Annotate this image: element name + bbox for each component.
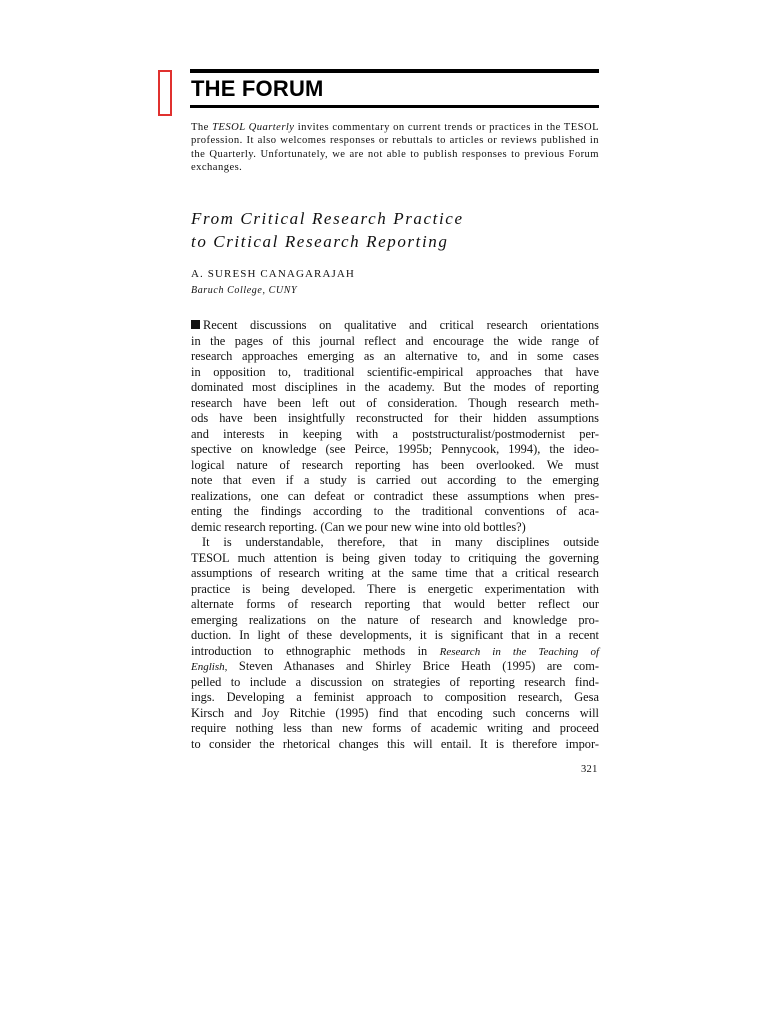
section-title: THE FORUM [191, 76, 324, 101]
body-line: practice is being developed. There is energetic experimentation with [191, 581, 599, 596]
body-line: in opposition to, traditional scientific-empirical approaches that have [191, 364, 599, 379]
body-line: note that even if a study is carried out according to the emerging [191, 473, 599, 487]
body-line: Recent discussions on qualitative and critical research orientations [191, 318, 599, 334]
author-name: A. SURESH CANAGARAJAH [191, 268, 355, 280]
top-rule [190, 69, 599, 73]
body-line: Kirsch and Joy Ritchie (1995) find that encoding such concerns will [191, 705, 599, 720]
forum-intro [191, 121, 599, 175]
body-line: in the pages of this journal reflect and encourage the wide range of [191, 333, 599, 348]
body-line: logical nature of research reporting has been overlooked. We must [191, 457, 599, 472]
body-line: research have been left out of consideration. Though research meth- [191, 395, 599, 410]
article-title [191, 207, 599, 253]
body-line: pelled to include a discussion on strategies of reporting research find- [191, 674, 599, 689]
author-affiliation: Baruch College, CUNY [191, 285, 298, 296]
cited-journal-title: Research in the Teaching of [439, 645, 599, 658]
article-title-line-1: From Critical Research Practice [191, 209, 464, 228]
body-line: research approaches emerging as an alternative to, and in some cases [191, 349, 599, 363]
body-line: English, Steven Athanases and Shirley Brice Heath (1995) are com- [191, 659, 599, 673]
intro-prefix: The [191, 122, 213, 133]
body-line: assumptions of research writing at the same time that a critical research [191, 566, 599, 580]
body-line: introduction to ethnographic methods in Research in the Teaching of [191, 643, 599, 658]
body-line: realizations, one can defeat or contradict these assumptions when pres- [191, 488, 599, 503]
journal-name: TESOL Quarterly [212, 122, 295, 133]
body-line: demic research reporting. (Can we pour new wine into old bottles?) [191, 519, 526, 534]
body-line: and interests in keeping with a poststructuralist/postmodernist per- [191, 426, 599, 441]
article-body [191, 318, 599, 752]
body-line: to consider the rhetorical changes this will entail. It is therefore impor- [191, 736, 599, 751]
body-line: ods have been insightfully reconstructed for their hidden assumptions [191, 411, 599, 425]
body-line: It is understandable, therefore, that in many disciplines outside [202, 535, 599, 549]
body-line: dominated most disciplines in the academy. But the modes of reporting [191, 380, 599, 394]
cited-journal-title-end: English, [191, 661, 228, 673]
intro-text: invites commentary on current trends or practices in the TESOL profession. It also welcomes responses or rebuttals to articles or reviews published in the Quarterly. Unfortunately, we are not able to publish responses to previous Forum exchanges. [191, 122, 599, 174]
body-line: ings. Developing a feminist approach to composition research, Gesa [191, 690, 599, 704]
body-line: TESOL much attention is being given today to critiquing the governing [191, 550, 599, 565]
article-title-line-2: to Critical Research Reporting [191, 232, 449, 251]
body-line: alternate forms of research reporting that would better reflect our [191, 597, 599, 611]
page-number: 321 [581, 764, 598, 775]
body-line: spective on knowledge (see Peirce, 1995b; Pennycook, 1994), the ideo- [191, 442, 599, 456]
paragraph-start-square-icon [191, 320, 200, 329]
body-line: emerging realizations on the nature of research and knowledge pro- [191, 612, 599, 627]
bottom-rule [190, 105, 599, 108]
body-line: require nothing less than new forms of academic writing and proceed [191, 721, 599, 735]
body-line: duction. In light of these developments, it is significant that in a recent [191, 628, 599, 642]
section-marker [158, 70, 172, 116]
body-line: enting the findings according to the traditional conventions of aca- [191, 504, 599, 518]
